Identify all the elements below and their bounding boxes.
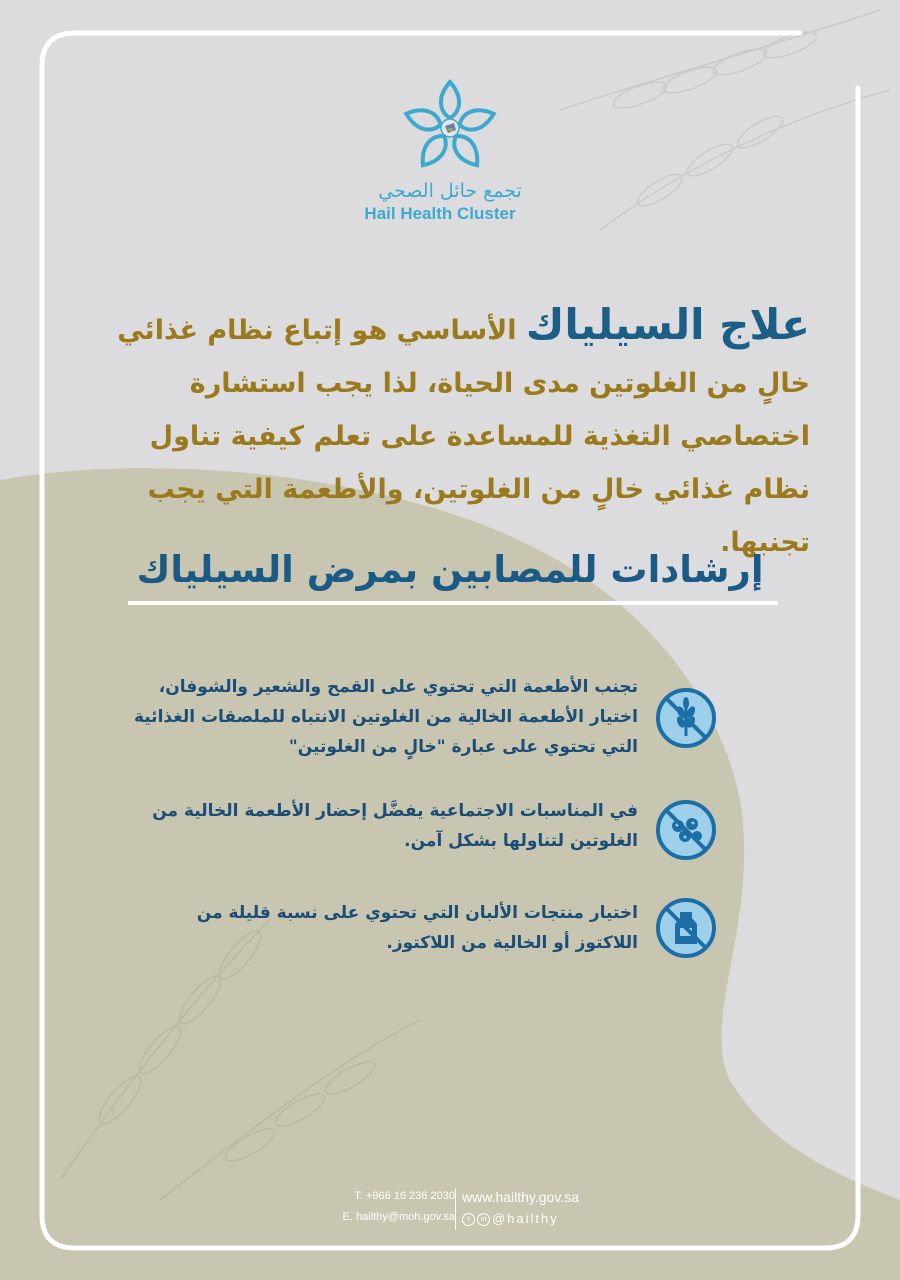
intro-paragraph xyxy=(90,298,810,569)
linkedin-icon[interactable]: in xyxy=(477,1213,490,1226)
section-underline xyxy=(128,601,778,605)
no-wheat-icon xyxy=(652,684,720,752)
footer-social-handle[interactable]: @hailthy xyxy=(492,1211,559,1226)
footer-links xyxy=(462,1186,579,1230)
no-milk-icon xyxy=(652,894,720,962)
guideline-text: في المناسبات الاجتماعية يفضَّل إحضار الأطعمة الخالية من الغلوتين لتناولها بشكل آمن. xyxy=(152,801,638,851)
footer-divider xyxy=(455,1188,456,1230)
guideline-item xyxy=(120,672,720,772)
guideline-text: اختيار منتجات الألبان التي تحتوي على نسبة قليلة من اللاكتوز أو الخالية من اللاكتوز. xyxy=(196,903,638,953)
section-title: إرشادات للمصابين بمرض السيلياك xyxy=(136,548,764,591)
footer-contact xyxy=(343,1186,455,1228)
intro-body: الأساسي هو إتباع نظام غذائي خالٍ من الغلوتين مدى الحياة، لذا يجب استشارة اختصاصي التغذية للمساعدة على تعلم كيفية تناول نظام غذائي خالٍ من الغلوتين، والأطعمة التي يجب تجنبها. xyxy=(117,315,810,558)
no-cookies-icon xyxy=(652,796,720,864)
footer-phone: T. +966 16 236 2030 xyxy=(354,1190,455,1202)
guideline-item xyxy=(120,796,720,876)
intro-title: علاج السيلياك xyxy=(525,300,810,349)
hail-health-cluster-logo xyxy=(365,78,535,182)
logo-english-name: Hail Health Cluster xyxy=(364,204,516,223)
footer-website[interactable]: www.hailthy.gov.sa xyxy=(462,1189,579,1205)
twitter-icon[interactable]: t xyxy=(462,1213,475,1226)
footer xyxy=(300,1186,620,1232)
guideline-item xyxy=(120,898,720,978)
star-logo-icon xyxy=(400,78,500,178)
footer-social xyxy=(462,1208,579,1230)
guideline-text: تجنب الأطعمة التي تحتوي على القمح والشعير والشوفان، اختيار الأطعمة الخالية من الغلوتين الانتباه للملصقات الغذائية التي تحتوي على عبارة "خالٍ من الغلوتين" xyxy=(133,677,638,757)
footer-email[interactable]: E. hailthy@moh.gov.sa xyxy=(342,1211,455,1223)
logo-arabic-name: تجمع حائل الصحي xyxy=(378,180,522,202)
